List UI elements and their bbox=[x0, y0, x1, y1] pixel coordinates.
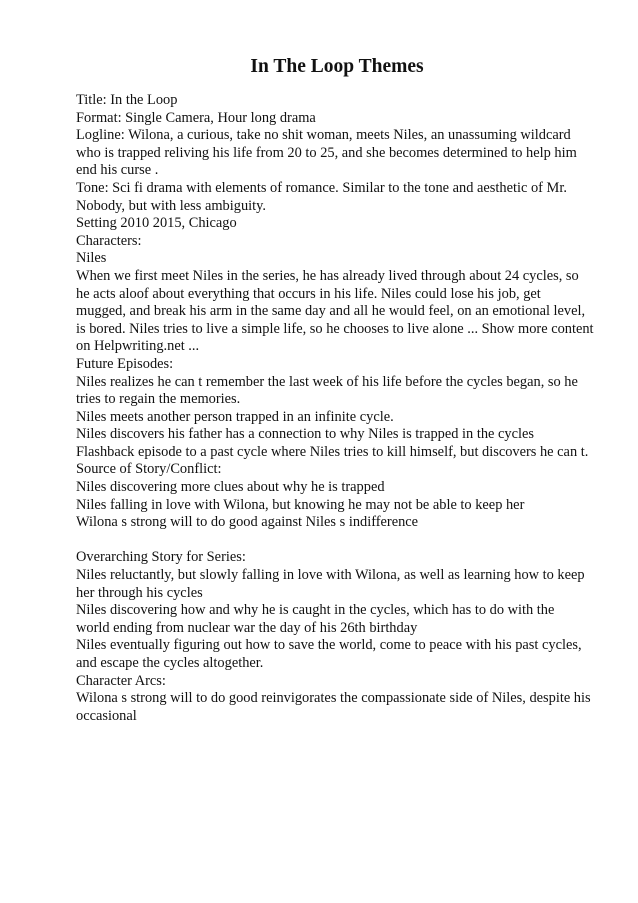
text-line: world ending from nuclear war the day of his 26th birthday bbox=[76, 619, 418, 636]
text-line: Niles discovers his father has a connection to why Niles is trapped in the cycles bbox=[76, 426, 534, 443]
text-line: is bored. Niles tries to live a simple life, so he chooses to live alone ... Show more content bbox=[76, 320, 594, 337]
text-line: Wilona s strong will to do good against Niles s indifference bbox=[76, 514, 419, 531]
text-line: Niles reluctantly, but slowly falling in love with Wilona, as well as learning how to keep bbox=[76, 567, 585, 584]
text-line: Niles falling in love with Wilona, but knowing he may not be able to keep her bbox=[76, 496, 525, 513]
text-line: Niles meets another person trapped in an infinite cycle. bbox=[76, 408, 394, 425]
text-line: Niles eventually figuring out how to save the world, come to peace with his past cycles, bbox=[76, 637, 582, 654]
text-line: Future Episodes: bbox=[76, 355, 174, 372]
text-line: Logline: Wilona, a curious, take no shit woman, meets Niles, an unassuming wildcard bbox=[76, 127, 571, 144]
text-line: and escape the cycles altogether. bbox=[76, 655, 264, 671]
text-line: Flashback episode to a past cycle where Niles tries to kill himself, but discovers he can t. bbox=[76, 443, 589, 460]
text-line: on Helpwriting.net ... bbox=[76, 338, 200, 355]
text-line: Nobody, but with less ambiguity. bbox=[76, 197, 267, 214]
text-line: Character Arcs: bbox=[76, 672, 166, 689]
text-line: tries to regain the memories. bbox=[76, 391, 241, 408]
text-line: Niles discovering how and why he is caught in the cycles, which has to do with the bbox=[76, 602, 555, 619]
text-line: her through his cycles bbox=[76, 584, 203, 601]
text-line: Setting 2010 2015, Chicago bbox=[76, 215, 237, 232]
text-line: Wilona s strong will to do good reinvigorates the compassionate side of Niles, despite his bbox=[76, 690, 591, 707]
text-line: Tone: Sci fi drama with elements of romance. Similar to the tone and aesthetic of Mr. bbox=[76, 179, 567, 196]
text-line: mugged, and break his arm in the same day and all he would feel, on an emotional level, bbox=[76, 303, 586, 320]
text-line: Overarching Story for Series: bbox=[76, 549, 246, 566]
text-line: who is trapped reliving his life from 20 to 25, and she becomes determined to help him bbox=[76, 144, 577, 161]
text-line: occasional bbox=[76, 707, 137, 724]
document-body bbox=[76, 92, 598, 725]
text-line: Format: Single Camera, Hour long drama bbox=[76, 109, 316, 126]
text-line: Source of Story/Conflict: bbox=[76, 461, 222, 478]
text-line: Niles discovering more clues about why he is trapped bbox=[76, 479, 385, 496]
text-line: end his curse . bbox=[76, 162, 159, 179]
text-line: he acts aloof about everything that occurs in his life. Niles could lose his job, get bbox=[76, 285, 541, 302]
blank-line bbox=[76, 532, 598, 550]
text-line: When we first meet Niles in the series, he has already lived through about 24 cycles, so bbox=[76, 267, 579, 284]
text-line: Characters: bbox=[76, 232, 142, 249]
text-line: Title: In the Loop bbox=[76, 92, 178, 108]
document-title: In The Loop Themes bbox=[250, 56, 424, 77]
text-line: Niles realizes he can t remember the last week of his life before the cycles began, so he bbox=[76, 373, 578, 390]
text-line: Niles bbox=[76, 250, 107, 267]
